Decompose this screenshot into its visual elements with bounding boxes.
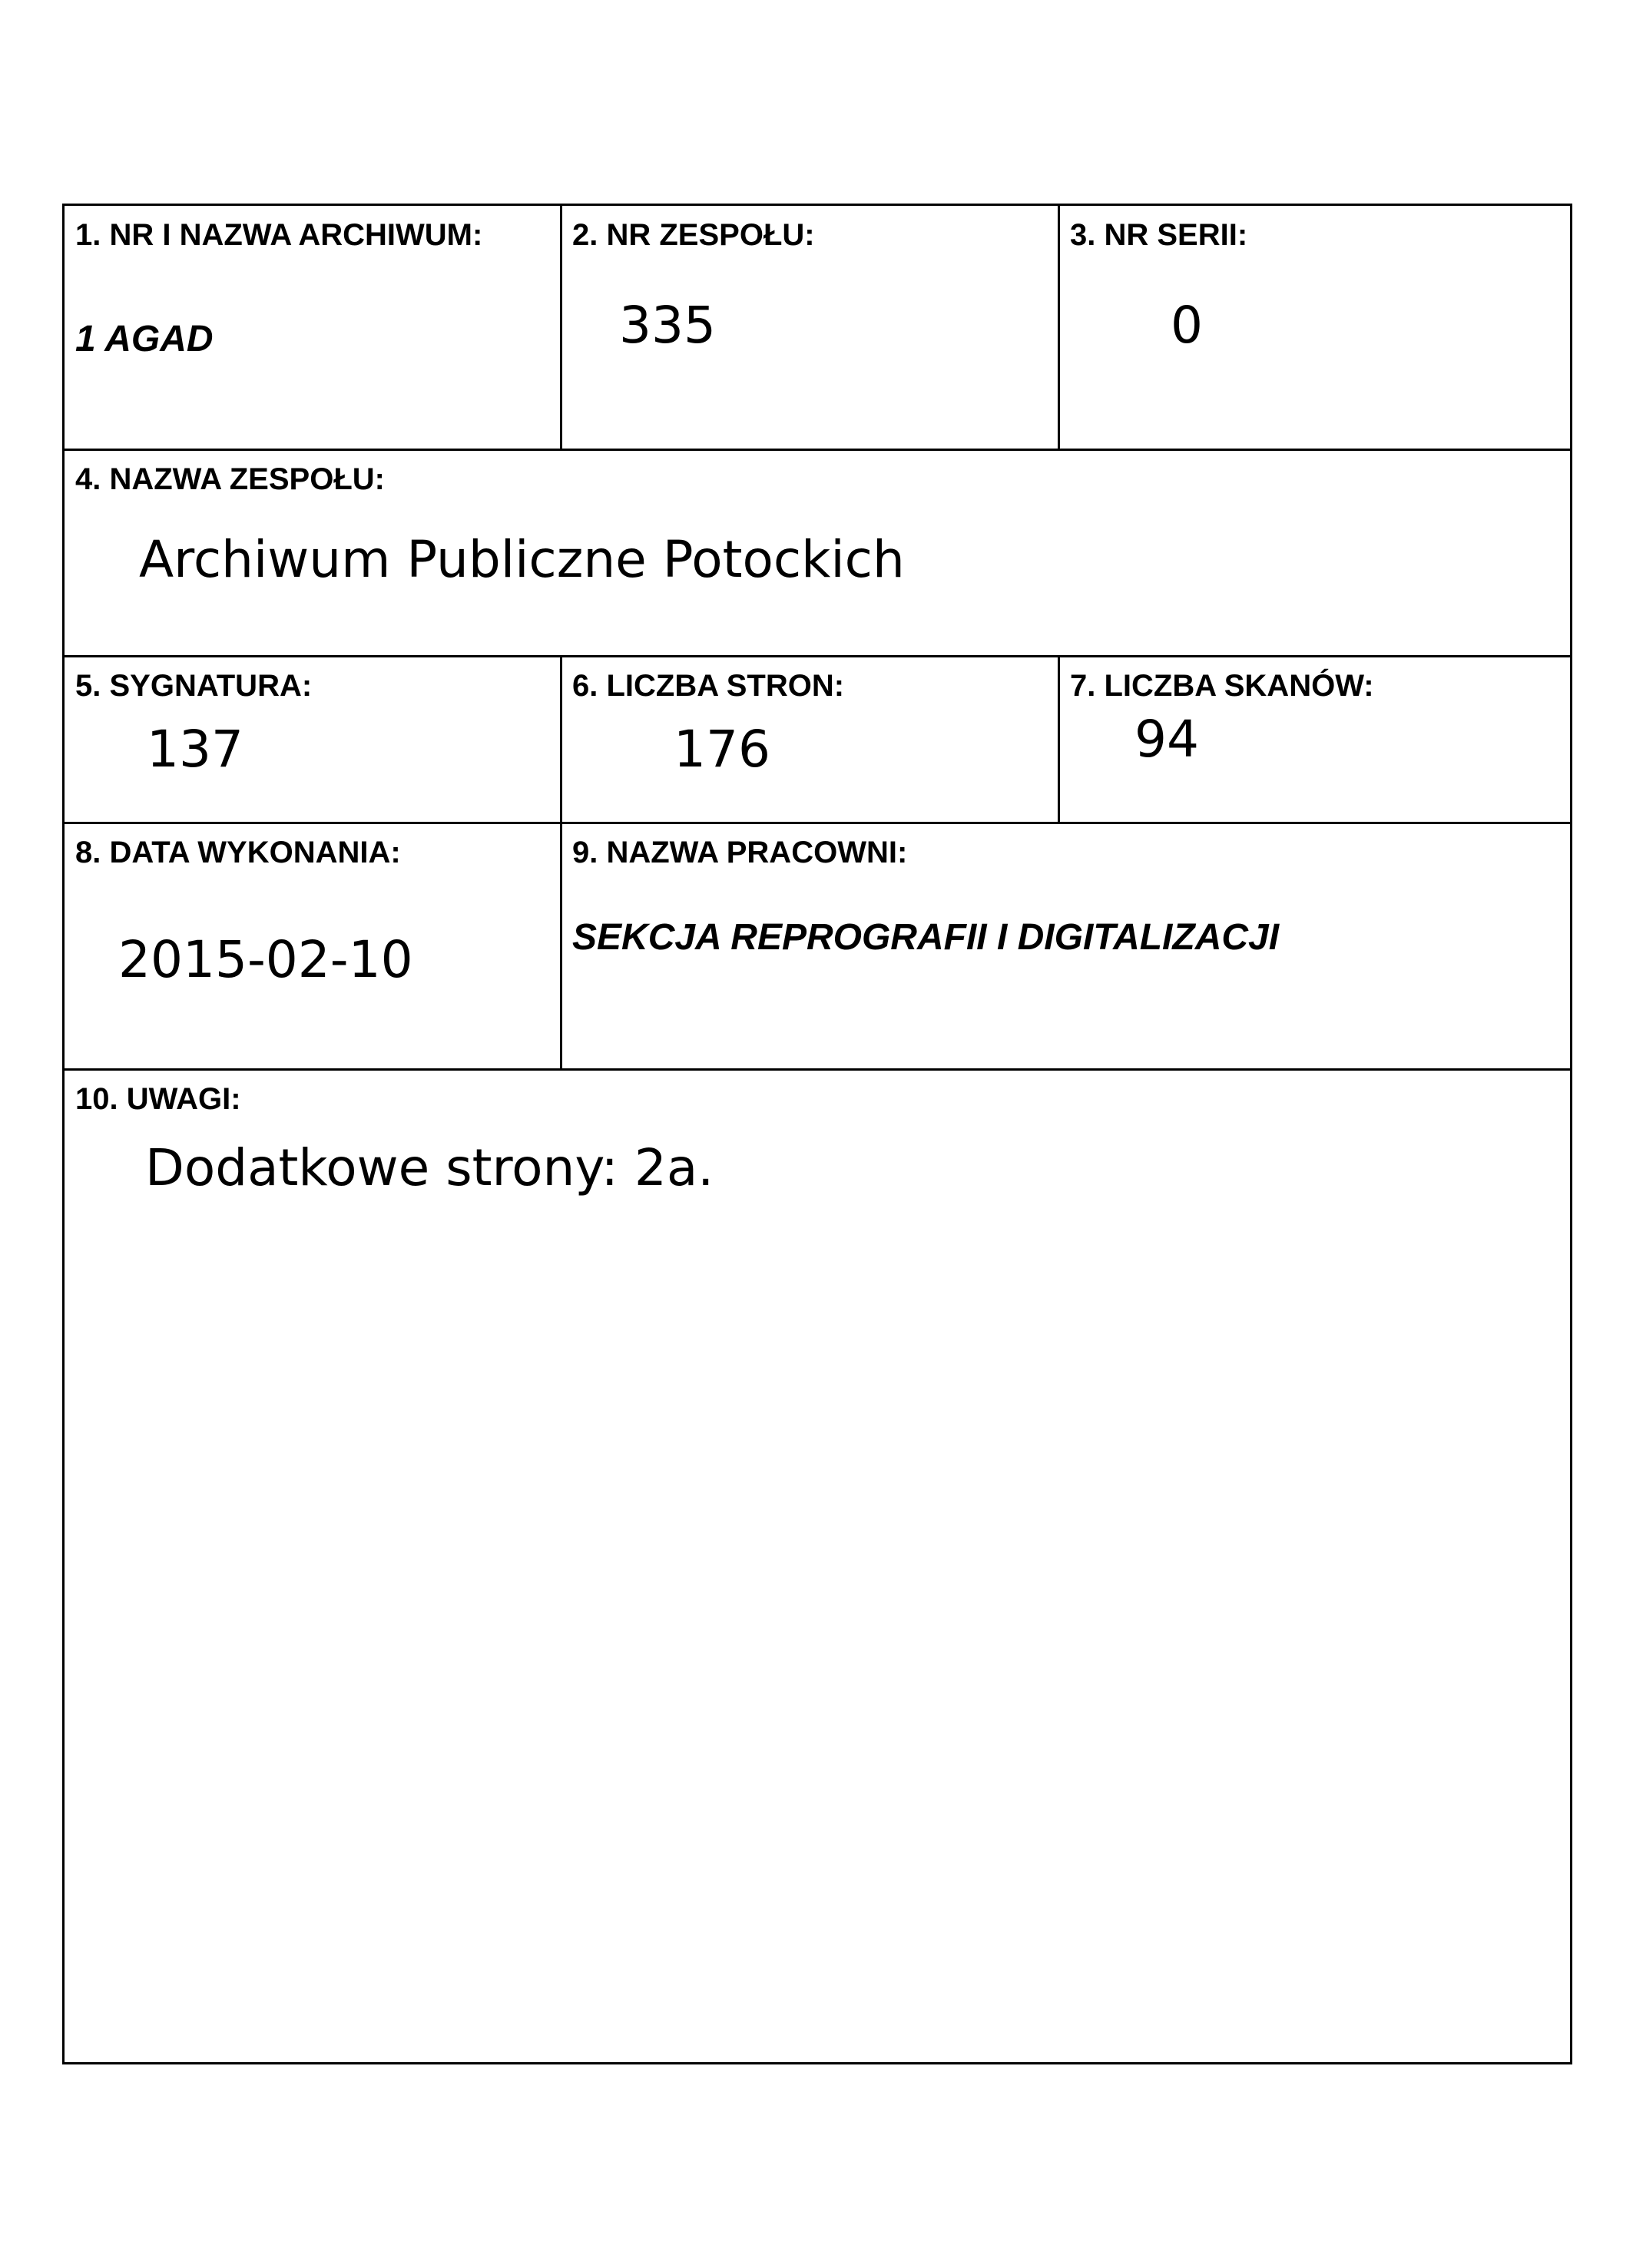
workshop-label: 9. NAZWA PRACOWNI: [572, 836, 908, 869]
fonds-name-value: Archiwum Publiczne Potockich [139, 530, 905, 589]
signature-label: 5. SYGNATURA: [75, 669, 313, 703]
row-divider [65, 655, 1570, 657]
archive-value: 1 AGAD [75, 319, 214, 359]
archive-label: 1. NR I NAZWA ARCHIWUM: [75, 218, 483, 252]
metadata-form [62, 204, 1572, 2064]
column-divider [560, 655, 562, 822]
scan-count-label: 7. LICZBA SKANÓW: [1070, 669, 1374, 703]
column-divider [560, 206, 562, 449]
column-divider [1058, 655, 1060, 822]
remarks-value: Dodatkowe strony: 2a. [145, 1138, 714, 1197]
series-number-label: 3. NR SERII: [1070, 218, 1248, 252]
row-divider [65, 1068, 1570, 1071]
remarks-label: 10. UWAGI: [75, 1082, 241, 1116]
column-divider [560, 822, 562, 1068]
fonds-number-label: 2. NR ZESPOŁU: [572, 218, 815, 252]
column-divider [1058, 206, 1060, 449]
row-divider [65, 822, 1570, 824]
scan-count-value: 94 [1134, 710, 1199, 769]
page-count-value: 176 [674, 720, 770, 779]
series-number-value: 0 [1171, 296, 1203, 355]
workshop-value: SEKCJA REPROGRAFII I DIGITALIZACJI [572, 917, 1280, 958]
fonds-number-value: 335 [619, 296, 716, 355]
date-value: 2015-02-10 [118, 930, 413, 989]
signature-value: 137 [147, 720, 243, 779]
page-count-label: 6. LICZBA STRON: [572, 669, 845, 703]
fonds-name-label: 4. NAZWA ZESPOŁU: [75, 462, 385, 496]
row-divider [65, 449, 1570, 451]
date-label: 8. DATA WYKONANIA: [75, 836, 401, 869]
